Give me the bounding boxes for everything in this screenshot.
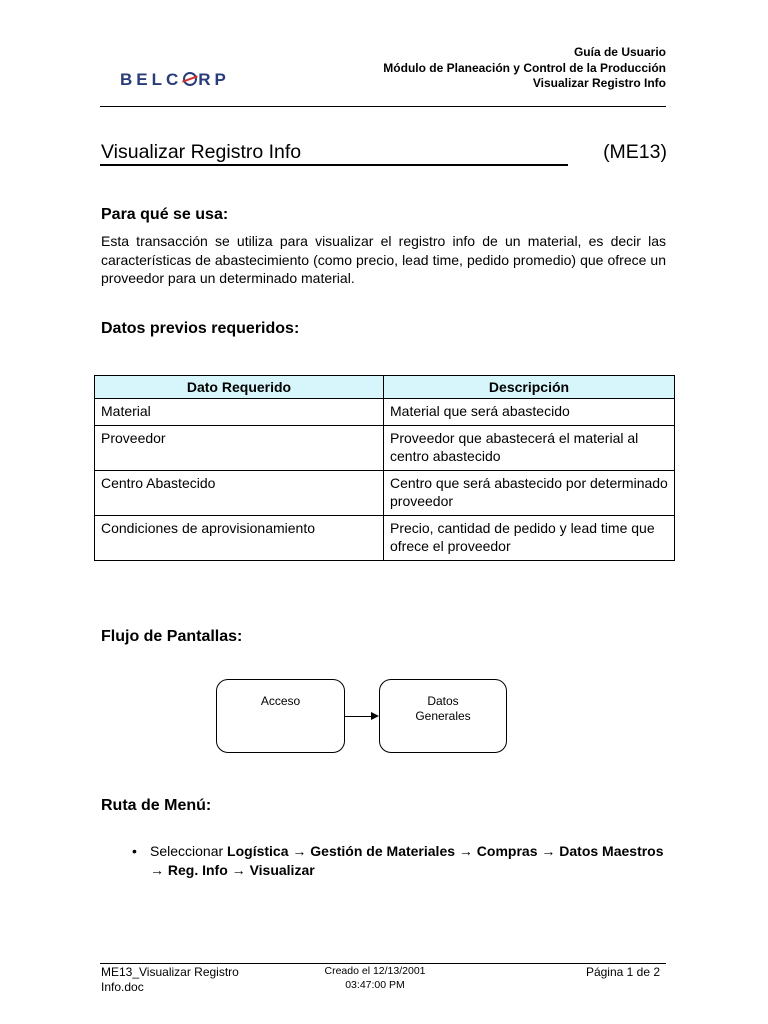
bullet: • xyxy=(132,843,137,859)
table-row xyxy=(95,426,675,471)
header-divider xyxy=(100,106,666,107)
menu-step: Gestión de Materiales xyxy=(310,843,456,859)
footer-created xyxy=(310,964,440,992)
arrow-right-icon: → xyxy=(231,862,246,878)
arrow-right-icon: → xyxy=(292,843,307,859)
table-row xyxy=(95,399,675,426)
menu-step: Reg. Info xyxy=(167,862,228,878)
table-cell: Precio, cantidad de pedido y lead time que ofrece el proveedor xyxy=(384,516,675,561)
col-header-required: Dato Requerido xyxy=(95,376,384,399)
table-cell: Condiciones de aprovisionamiento xyxy=(95,516,384,561)
menu-path xyxy=(132,842,672,880)
table-row xyxy=(95,471,675,516)
belcorp-logo xyxy=(120,70,230,90)
footer-filename-line1: ME13_Visualizar Registro xyxy=(101,965,239,979)
table-cell: Proveedor que abastecerá el material al centro abastecido xyxy=(384,426,675,471)
col-header-description: Descripción xyxy=(384,376,675,399)
table-cell: Material xyxy=(95,399,384,426)
menu-step: Datos Maestros xyxy=(559,843,664,859)
flow-box-access xyxy=(216,679,345,753)
arrow-right-icon: → xyxy=(458,843,473,859)
footer-created-time: 03:47:00 PM xyxy=(345,979,405,991)
menu-path-text xyxy=(150,842,672,880)
menu-prefix: Seleccionar xyxy=(150,843,228,859)
menu-step: Logística xyxy=(227,843,289,859)
flow-arrow-line xyxy=(345,716,371,717)
menu-step: Visualizar xyxy=(249,862,315,878)
table-header-row xyxy=(95,376,675,399)
footer-filename xyxy=(101,965,239,995)
header-doc-title: Visualizar Registro Info xyxy=(532,76,666,90)
table-cell: Centro Abastecido xyxy=(95,471,384,516)
flow-arrow-icon xyxy=(371,712,379,720)
usage-text: Esta transacción se utiliza para visualizar el registro info de un material, es decir las características de abastecimiento (como precio, lead time, pedido promedio) que ofrece un proveedor para un determinado material. xyxy=(101,233,666,286)
header-module: Módulo de Planeación y Control de la Producción xyxy=(383,60,666,75)
menu-step: Compras xyxy=(476,843,538,859)
flow-box-general-label-1: Datos xyxy=(427,694,459,708)
table-row xyxy=(95,516,675,561)
footer-filename-line2: Info.doc xyxy=(101,980,144,994)
transaction-code: (ME13) xyxy=(603,141,667,163)
usage-heading: Para qué se usa: xyxy=(101,206,229,223)
table-cell: Proveedor xyxy=(95,426,384,471)
arrow-right-icon: → xyxy=(150,862,164,878)
logo-text-bel: BELC xyxy=(120,70,183,89)
required-heading: Datos previos requeridos: xyxy=(101,320,300,337)
required-data-table xyxy=(94,375,675,561)
table-cell: Centro que será abastecido por determinado proveedor xyxy=(384,471,675,516)
flow-box-general-data xyxy=(379,679,507,753)
page-title: Visualizar Registro Info xyxy=(101,141,302,163)
header-info xyxy=(383,45,666,92)
flow-box-access-label: Acceso xyxy=(260,694,301,708)
arrow-right-icon: → xyxy=(541,843,556,859)
logo-text-rp: RP xyxy=(198,70,230,89)
logo-o-icon xyxy=(183,72,197,86)
table-cell: Material que será abastecido xyxy=(384,399,675,426)
header-guide: Guía de Usuario xyxy=(573,45,666,59)
flow-heading: Flujo de Pantallas: xyxy=(101,628,243,645)
title-underline xyxy=(100,164,568,166)
footer-created-date: Creado el 12/13/2001 xyxy=(324,965,426,977)
menu-heading: Ruta de Menú: xyxy=(101,797,212,814)
footer-page-number: Página 1 de 2 xyxy=(585,965,660,979)
flow-box-general-label-2: Generales xyxy=(415,709,471,723)
